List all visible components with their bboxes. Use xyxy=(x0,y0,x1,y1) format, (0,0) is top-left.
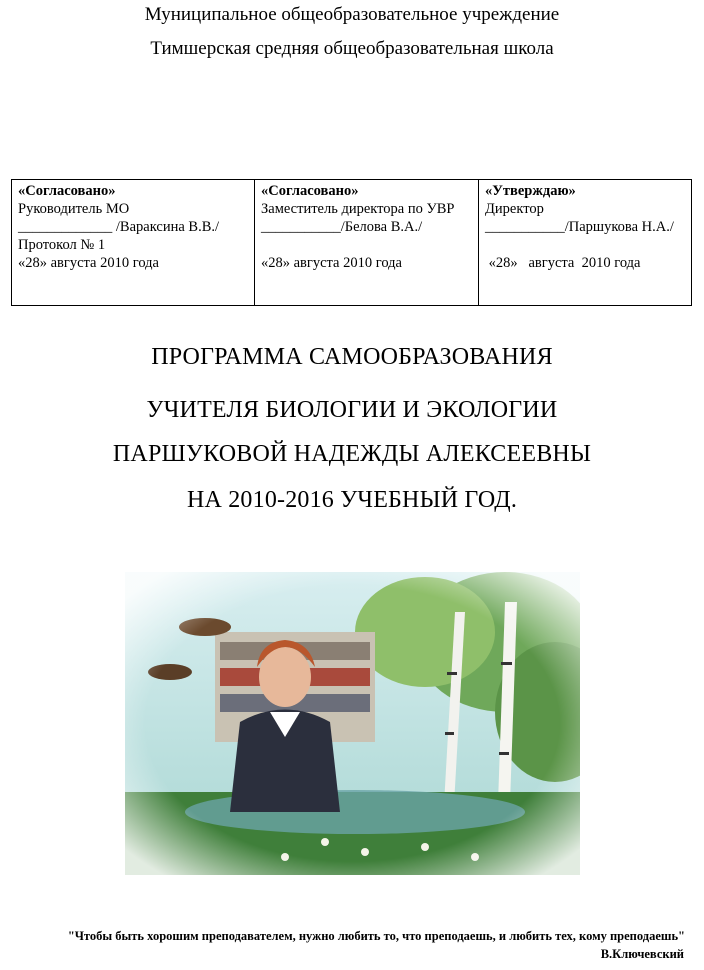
vignette xyxy=(125,572,580,875)
program-title-line: ПАРШУКОВОЙ НАДЕЖДЫ АЛЕКСЕЕВНЫ xyxy=(112,441,592,467)
approval-protocol: Протокол № 1 xyxy=(18,237,106,253)
approval-table xyxy=(11,179,692,306)
approval-role: Руководитель МО xyxy=(18,201,130,217)
approval-role: Заместитель директора по УВР xyxy=(261,201,455,217)
spacer xyxy=(261,236,474,254)
approval-heading: «Согласовано» xyxy=(261,183,359,199)
approval-signature: ___________/Белова В.А./ xyxy=(261,219,423,235)
approval-signature: _____________ /Вараксина В.В./ xyxy=(18,219,220,235)
epigraph-author: В.Ключевский xyxy=(600,947,684,961)
approval-cell-deputy xyxy=(255,180,479,306)
approval-date: «28» августа 2010 года xyxy=(18,255,159,271)
approval-heading: «Согласовано» xyxy=(18,183,116,199)
teacher-nature-collage-image xyxy=(125,572,580,875)
epigraph-quote: "Чтобы быть хорошим преподавателем, нужно любить то, что преподаешь, и любить тех, кому преподаешь" xyxy=(67,929,685,943)
approval-signature: ___________/Паршукова Н.А./ xyxy=(485,219,674,235)
approval-cell-director xyxy=(479,180,692,306)
program-title-line: ПРОГРАММА САМООБРАЗОВАНИЯ xyxy=(151,344,553,370)
program-title-line: НА 2010-2016 УЧЕБНЫЙ ГОД. xyxy=(186,487,518,513)
approval-cell-methodology xyxy=(12,180,255,306)
approval-date: «28» августа 2010 года xyxy=(261,255,402,271)
spacer xyxy=(485,236,687,254)
approval-date: «28» августа 2010 года xyxy=(485,255,641,271)
school-name-heading: Тимшерская средняя общеобразовательная школа xyxy=(150,38,554,59)
school-type-heading: Муниципальное общеобразовательное учреждение xyxy=(144,4,560,25)
approval-heading: «Утверждаю» xyxy=(485,183,576,199)
approval-role: Директор xyxy=(485,201,544,217)
program-title-line: УЧИТЕЛЯ БИОЛОГИИ И ЭКОЛОГИИ xyxy=(146,397,558,423)
collage-illustration xyxy=(125,572,580,875)
